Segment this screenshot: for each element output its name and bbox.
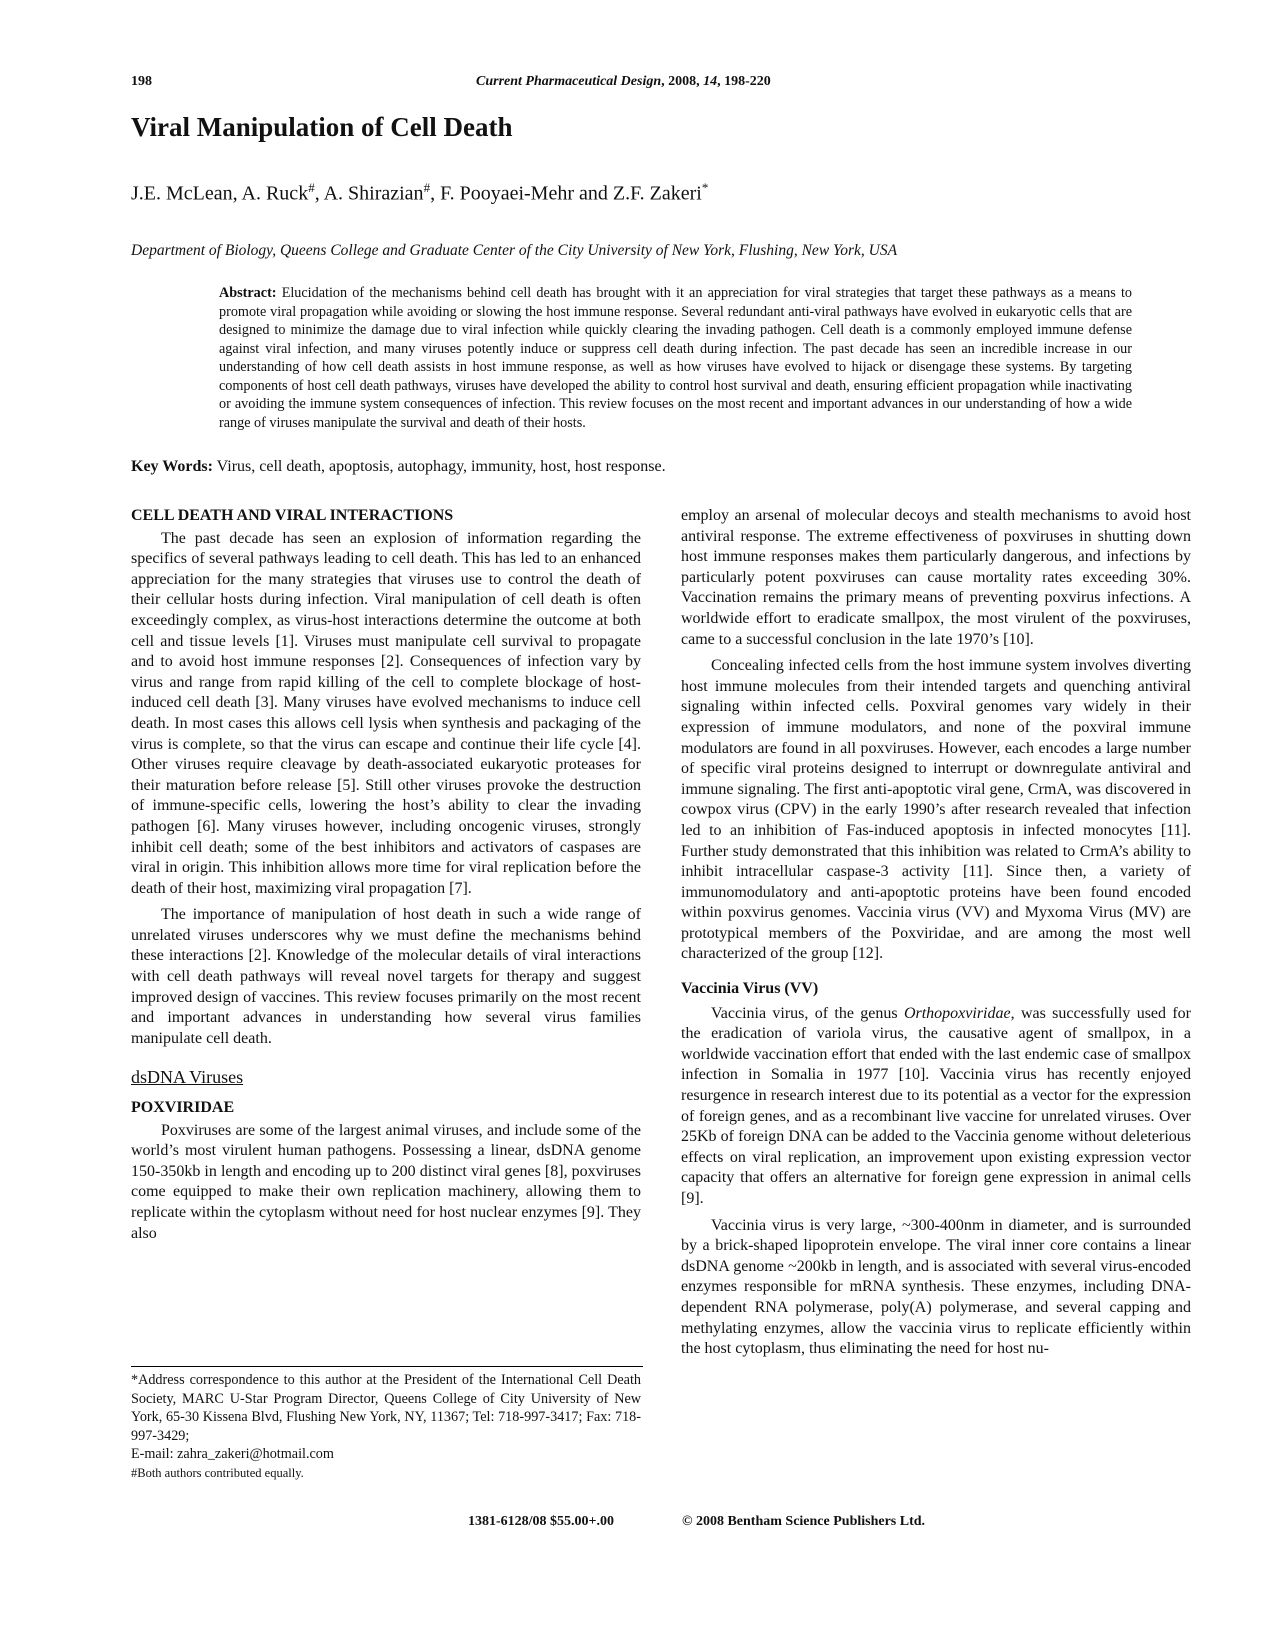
- abstract: [219, 284, 1132, 432]
- abstract-text: Elucidation of the mechanisms behind cell death has brought with it an appreciation for viral strategies that target these pathways as a means to promote viral propagation while avoiding or slowing the host immune response. Several redundant anti-viral pathways have evolved in eukaryotic cells that are designed to minimize the damage due to viral infection while quickly clearing the invading pathogen. Cell death is a commonly employed immune defense against viral infection, and many viruses potently induce or suppress cell death during infection. The past decade has seen an incredible increase in our understanding of how cell death assists in host immune response, as well as how viruses have evolved to hijack or disengage these systems. By targeting components of host cell death pathways, viruses have developed the ability to control host survival and death, ensuring efficient propagation while inactivating or avoiding the immune system consequences of infection. This review focuses on the most recent and important advances in our understanding of how a wide range of viruses manipulate the survival and death of their hosts.: [219, 285, 1132, 431]
- subsection-heading-vaccinia: Vaccinia Virus (VV): [681, 980, 819, 998]
- issn-price: 1381-6128/08 $55.00+.00: [468, 1514, 615, 1529]
- journal-year: , 2008,: [661, 74, 704, 89]
- section-heading-cell-death: CELL DEATH AND VIRAL INTERACTIONS: [131, 507, 454, 524]
- paragraph: employ an arsenal of molecular decoys and stealth mechanisms to avoid host antiviral response. The extreme effectiveness of poxviruses in shutting down host immune responses makes them particularly dangerous, and infections by particularly potent poxviruses can cause mortality rates exceeding 30%. Vaccination remains the primary means of preventing poxvirus infections. A worldwide effort to eradicate smallpox, the most virulent of the poxviruses, came to a successful conclusion in the late 1970’s [10].: [681, 507, 1191, 648]
- author-mark-1: #: [308, 180, 315, 195]
- genus-name: Orthopoxviridae: [903, 1004, 1011, 1022]
- section-heading-dsdna: dsDNA Viruses: [131, 1067, 244, 1088]
- author-mark-3: *: [701, 180, 709, 195]
- page-number: 198: [131, 74, 152, 89]
- affiliation: Department of Biology, Queens College and Graduate Center of the City University of New York, Flushing, New York, USA: [131, 242, 898, 259]
- journal-volume: 14: [703, 74, 718, 89]
- correspondence-footnote: [131, 1371, 641, 1483]
- journal-pages: , 198-220: [717, 74, 771, 89]
- paragraph: [681, 1004, 1191, 1210]
- author-names-2: , A. Shirazian: [314, 182, 424, 205]
- paragraph: Vaccinia virus is very large, ~300-400nm in diameter, and is surrounded by a brick-shaped lipoprotein envelope. The viral inner core contains a linear dsDNA genome ~200kb in length, and is associated with several virus-encoded enzymes responsible for mRNA synthesis. These enzymes, including DNA-dependent RNA polymerase, poly(A) polymerase, and several capping and methylating enzymes, allow the vaccinia virus to replicate efficiently within the host cytoplasm, thus eliminating the need for host nu-: [681, 1216, 1191, 1358]
- author-list: [131, 180, 708, 206]
- journal-name: Current Pharmaceutical Design: [476, 74, 662, 89]
- footnote-address: *Address correspondence to this author at the President of the International Cell Death Society, MARC U-Star Program Director, Queens College of City University of New York, 65-30 Kissena Blvd, Flushing New York, NY, 11367; Tel: 718-997-3417; Fax: 718-997-3429;: [131, 1372, 641, 1444]
- paragraph-text: , was successfully used for the eradication of variola virus, the causative agent of smallpox, in a worldwide vaccination effort that ended with the last endemic case of smallpox infection in Somalia in 1977 [10]. Vaccinia virus has recently enjoyed resurgence in research interest due to its potential as a vector for the expression of foreign genes, and as a recombinant live vaccine for unrelated viruses. Over 25Kb of foreign DNA can be added to the Vaccinia genome without deleterious effects on viral replication, an improvement upon existing expression vector capacity that offers an alternative for foreign gene expression in animal cells [9].: [681, 1004, 1192, 1207]
- paragraph: The past decade has seen an explosion of information regarding the specifics of several pathways leading to cell death. This has led to an enhanced appreciation for the many strategies that viruses use to control the death of their cellular hosts during infection. Viral manipulation of cell death is often exceedingly complex, as virus-host interactions determine the outcome at both cell and tissue levels [1]. Viruses must manipulate cell survival to propagate and to avoid host immune responses [2]. Consequences of infection vary by virus and range from rapid killing of the cell to complete blockage of host-induced cell death [3]. Many viruses have evolved mechanisms to induce cell death. In most cases this allows cell lysis when synthesis and packaging of the virus is complete, so that the virus can escape and continue their life cycle [4]. Other viruses require cleavage by death-associated eukaryotic proteases for their maturation before release [5]. Still other viruses provoke the destruction of immune-specific cells, lowering the host’s ability to clear the invading pathogen [6]. Many viruses however, including oncogenic viruses, strongly inhibit cell death; some of the best inhibitors and activators of caspases are viral in origin. This inhibition allows more time for viral replication before the death of their host, maximizing viral propagation [7].: [131, 529, 641, 897]
- paragraph: Concealing infected cells from the host immune system involves diverting host immune molecules from their intended targets and quenching antiviral signaling within infected cells. Poxviral genomes vary widely in their expression of immune modulators, and none of the poxviral immune modulators are found in all poxviruses. However, each encodes a large number of specific viral proteins designed to interrupt or downregulate antiviral and immune signaling. The first anti-apoptotic viral gene, CrmA, was discovered in cowpox virus (CPV) in the early 1990’s after research revealed that infection led to an inhibition of Fas-induced apoptosis in infected monocytes [11]. Further study demonstrated that this inhibition was related to CrmA’s ability to inhibit intracellular caspase-3 activity [11]. Since then, a variety of immunomodulatory and anti-apoptotic proteins have been found encoded within poxvirus genomes. Vaccinia virus (VV) and Myxoma Virus (MV) are prototypical members of the Poxviridae, and are among the most well characterized of the group [12].: [681, 657, 1191, 963]
- paragraph: The importance of manipulation of host death in such a wide range of unrelated viruses underscores why we must define the mechanisms behind these interactions [2]. Knowledge of the molecular details of viral interactions with cell death pathways will reveal novel targets for therapy and suggest improved design of vaccines. This review focuses primarily on the most recent and important advances in understanding how several virus families manipulate cell death.: [131, 906, 641, 1047]
- footnote-equal-contribution: #Both authors contributed equally.: [131, 1465, 304, 1480]
- left-column: [131, 506, 641, 1250]
- footnote-divider: [131, 1366, 643, 1367]
- article-title: Viral Manipulation of Cell Death: [131, 112, 513, 142]
- section-heading-poxviridae: POXVIRIDAE: [131, 1099, 235, 1117]
- paragraph: Poxviruses are some of the largest animal viruses, and include some of the world’s most virulent human pathogens. Possessing a linear, dsDNA genome 150-350kb in length and encoding up to 200 distinct viral genes [8], poxviruses come equipped to make their own replication machinery, allowing them to replicate within the cytoplasm without need for host nuclear enzymes [9]. They also: [131, 1121, 641, 1242]
- journal-citation: [476, 74, 771, 90]
- author-names-3: , F. Pooyaei-Mehr and Z.F. Zakeri: [430, 182, 702, 205]
- abstract-label: Abstract:: [219, 285, 277, 301]
- keywords: [131, 458, 666, 476]
- author-mark-2: #: [423, 180, 431, 195]
- author-names-1: J.E. McLean, A. Ruck: [131, 182, 309, 205]
- keywords-text: Virus, cell death, apoptosis, autophagy, immunity, host, host response.: [216, 458, 666, 475]
- paragraph-text: Vaccinia virus, of the genus: [711, 1004, 904, 1022]
- footnote-email: E-mail: zahra_zakeri@hotmail.com: [131, 1446, 334, 1463]
- keywords-label: Key Words:: [131, 458, 213, 475]
- copyright: © 2008 Bentham Science Publishers Ltd.: [682, 1514, 926, 1529]
- right-column: [681, 506, 1191, 1366]
